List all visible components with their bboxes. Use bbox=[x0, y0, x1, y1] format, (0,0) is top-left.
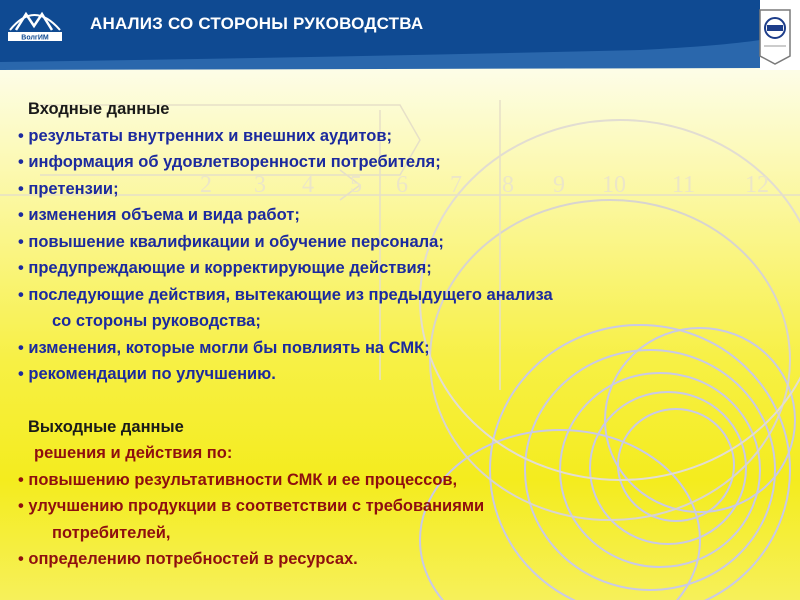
bg-number: 9 bbox=[553, 172, 565, 198]
bg-number: 2 bbox=[200, 172, 212, 198]
logo-text: ВолгИМ bbox=[21, 34, 49, 42]
header-background bbox=[0, 0, 800, 80]
output-item-continuation: потребителей, bbox=[52, 523, 171, 542]
page-title: АНАЛИЗ СО СТОРОНЫ РУКОВОДСТВА bbox=[90, 14, 424, 33]
section-gap bbox=[18, 388, 778, 414]
outputs-heading: Выходные данные bbox=[28, 417, 184, 436]
input-item: • изменения, которые могли бы повлиять на СМК; bbox=[18, 338, 430, 357]
bg-number: 5 bbox=[350, 172, 362, 198]
bg-number: 3 bbox=[254, 172, 266, 198]
input-item: • информация об удовлетворенности потребителя; bbox=[18, 153, 441, 171]
inputs-heading: Входные данные bbox=[28, 100, 170, 118]
outputs-subheading: решения и действия по: bbox=[34, 444, 233, 462]
input-item: • предупреждающие и корректирующие действия; bbox=[18, 259, 432, 277]
header-bar bbox=[0, 0, 800, 80]
bg-number: 10 bbox=[602, 172, 626, 198]
company-logo bbox=[4, 4, 66, 44]
input-item: • претензии; bbox=[18, 179, 119, 198]
bg-number: 8 bbox=[502, 172, 514, 198]
input-item: • результаты внутренних и внешних аудитов; bbox=[18, 126, 392, 145]
input-item: • повышение квалификации и обучение персонала; bbox=[18, 232, 444, 251]
output-item: • улучшению продукции в соответствии с требованиями bbox=[18, 497, 485, 515]
bg-number: 4 bbox=[302, 172, 314, 198]
emblem-icon bbox=[758, 8, 792, 66]
content-area bbox=[18, 96, 778, 573]
output-item: • определению потребностей в ресурсах. bbox=[18, 550, 358, 568]
bg-number: 7 bbox=[450, 172, 462, 198]
input-item: • рекомендации по улучшению. bbox=[18, 365, 276, 383]
bg-number: 11 bbox=[672, 172, 696, 198]
input-item-continuation: со стороны руководства; bbox=[52, 312, 261, 330]
bg-number: 6 bbox=[396, 172, 408, 198]
output-item: • повышению результативности СМК и ее процессов, bbox=[18, 470, 458, 489]
bg-number: 12 bbox=[745, 172, 769, 198]
input-item: • изменения объема и вида работ; bbox=[18, 206, 300, 224]
input-item: • последующие действия, вытекающие из предыдущего анализа bbox=[18, 285, 553, 304]
